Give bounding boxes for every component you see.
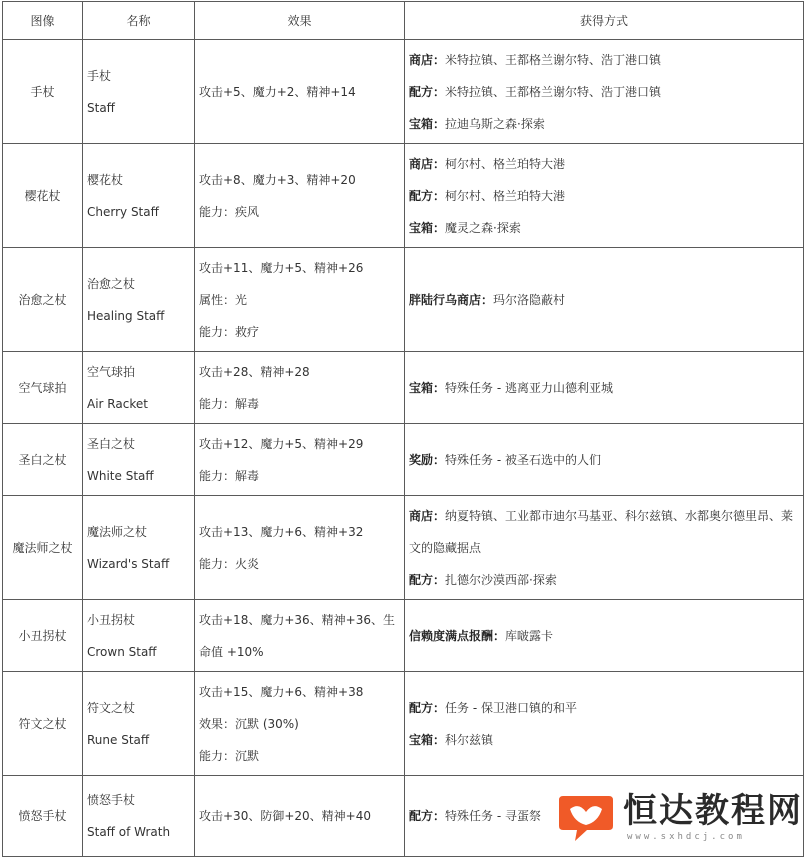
obtain-text: 特殊任务 - 逃离亚力山德利亚城 <box>445 380 613 395</box>
effect-line: 能力：火炎 <box>199 556 260 571</box>
obtain-label: 宝箱： <box>409 220 446 235</box>
item-name-cn: 符文之杖 <box>87 700 136 715</box>
item-image-cell: 符文之杖 <box>3 672 83 776</box>
obtain-label: 配方： <box>409 84 446 99</box>
item-image-cell: 手杖 <box>3 40 83 144</box>
obtain-label: 奖励： <box>409 452 446 467</box>
effect-line: 攻击+5、魔力+2、精神+14 <box>199 84 356 99</box>
effect-line: 攻击+30、防御+20、精神+40 <box>199 809 371 823</box>
effect-line: 能力：解毒 <box>199 468 260 483</box>
table-header-row <box>3 2 804 40</box>
obtain-label: 信赖度满点报酬： <box>409 628 506 643</box>
effect-line: 攻击+18、魔力+36、精神+36、生命值 +10% <box>199 612 395 659</box>
effect-line: 攻击+15、魔力+6、精神+38 <box>199 684 364 699</box>
item-name-cell <box>83 248 195 352</box>
effect-line: 攻击+13、魔力+6、精神+32 <box>199 524 364 539</box>
item-effect-cell <box>195 424 405 496</box>
item-image-cell: 治愈之杖 <box>3 248 83 352</box>
item-name-en: Healing Staff <box>87 308 165 323</box>
obtain-label: 商店： <box>409 508 446 523</box>
item-effect-cell <box>195 352 405 424</box>
header-name: 名称 <box>83 2 195 40</box>
obtain-text: 特殊任务 - 寻蛋祭 <box>445 809 541 823</box>
item-effect-cell <box>195 248 405 352</box>
item-obtain-cell <box>405 352 804 424</box>
item-image-cell: 樱花杖 <box>3 144 83 248</box>
table-row <box>3 248 804 352</box>
weapon-table <box>2 1 804 857</box>
obtain-text: 扎德尔沙漠西部·探索 <box>445 572 557 587</box>
header-effect: 效果 <box>195 2 405 40</box>
obtain-line <box>409 212 803 244</box>
item-obtain-cell <box>405 424 804 496</box>
site-url: www.sxhdcj.com <box>627 832 745 842</box>
obtain-line <box>409 620 803 652</box>
effect-line: 能力：救疗 <box>199 324 260 339</box>
item-name-cell <box>83 424 195 496</box>
item-name-cell <box>83 672 195 776</box>
item-obtain-cell <box>405 144 804 248</box>
obtain-label: 宝箱： <box>409 116 446 131</box>
item-name-en: Cherry Staff <box>87 204 159 219</box>
table-row <box>3 496 804 600</box>
item-name-cell <box>83 352 195 424</box>
effect-line: 攻击+8、魔力+3、精神+20 <box>199 172 356 187</box>
obtain-line <box>409 500 803 564</box>
item-image-cell: 空气球拍 <box>3 352 83 424</box>
effect-line: 攻击+12、魔力+5、精神+29 <box>199 436 364 451</box>
obtain-text: 科尔兹镇 <box>445 732 494 747</box>
header-obtain: 获得方式 <box>405 2 804 40</box>
obtain-label: 配方： <box>409 188 446 203</box>
obtain-label: 宝箱： <box>409 380 446 395</box>
effect-line: 攻击+11、魔力+5、精神+26 <box>199 260 364 275</box>
obtain-line <box>409 564 803 596</box>
obtain-label: 配方： <box>409 572 446 587</box>
item-name-cell <box>83 40 195 144</box>
obtain-line <box>409 76 803 108</box>
effect-line: 能力：解毒 <box>199 396 260 411</box>
table-row <box>3 600 804 672</box>
obtain-line <box>409 44 803 76</box>
item-name-en: Staff of Wrath <box>87 825 171 839</box>
obtain-text: 米特拉镇、王都格兰谢尔特、浩丁港口镇 <box>445 52 662 67</box>
item-effect-cell <box>195 672 405 776</box>
item-name-en: Wizard's Staff <box>87 556 170 571</box>
obtain-label: 商店： <box>409 52 446 67</box>
table-row <box>3 144 804 248</box>
item-name-cn: 圣白之杖 <box>87 436 136 451</box>
table-row <box>3 40 804 144</box>
item-image-cell: 圣白之杖 <box>3 424 83 496</box>
obtain-text: 纳夏特镇、工业都市迪尔马基亚、科尔兹镇、水都奥尔德里昂、莱文的隐藏据点 <box>409 508 794 555</box>
table-row <box>3 672 804 776</box>
effect-line: 属性：光 <box>199 292 248 307</box>
obtain-line <box>409 180 803 212</box>
item-obtain-cell <box>405 496 804 600</box>
item-effect-cell <box>195 144 405 248</box>
item-name-cn: 空气球拍 <box>87 364 136 379</box>
obtain-line <box>409 108 803 140</box>
obtain-line <box>409 444 803 476</box>
effect-line: 攻击+28、精神+28 <box>199 364 310 379</box>
item-obtain-cell <box>405 672 804 776</box>
item-image-cell: 愤怒手杖 <box>3 776 83 857</box>
item-name-cell <box>83 600 195 672</box>
obtain-label: 商店： <box>409 156 446 171</box>
obtain-line <box>409 724 803 756</box>
item-name-cn: 魔法师之杖 <box>87 524 148 539</box>
site-name: 恒达教程网 <box>623 791 803 831</box>
item-name-cn: 手杖 <box>87 68 112 83</box>
header-image: 图像 <box>3 2 83 40</box>
item-image-cell: 小丑拐杖 <box>3 600 83 672</box>
table-row <box>3 424 804 496</box>
obtain-label: 宝箱： <box>409 732 446 747</box>
obtain-text: 特殊任务 - 被圣石选中的人们 <box>445 452 601 467</box>
obtain-line <box>409 372 803 404</box>
item-name-cn: 治愈之杖 <box>87 276 136 291</box>
item-name-cn: 樱花杖 <box>87 172 124 187</box>
item-obtain-cell <box>405 600 804 672</box>
item-name-cell <box>83 496 195 600</box>
site-watermark[interactable] <box>557 790 801 848</box>
effect-line: 能力：沉默 <box>199 748 260 763</box>
item-name-cell <box>83 776 195 857</box>
item-name-en: White Staff <box>87 468 154 483</box>
item-name-en: Staff <box>87 100 115 115</box>
obtain-line <box>409 284 803 316</box>
item-obtain-cell <box>405 248 804 352</box>
obtain-line <box>409 148 803 180</box>
obtain-label: 配方： <box>409 809 446 823</box>
item-name-cn: 小丑拐杖 <box>87 612 136 627</box>
obtain-text: 库啵露卡 <box>505 628 554 643</box>
item-name-en: Rune Staff <box>87 732 150 747</box>
item-image-cell: 魔法师之杖 <box>3 496 83 600</box>
item-effect-cell <box>195 776 405 857</box>
item-name-cn: 愤怒手杖 <box>87 793 136 807</box>
item-obtain-cell <box>405 40 804 144</box>
item-effect-cell <box>195 40 405 144</box>
item-effect-cell <box>195 600 405 672</box>
table-row <box>3 352 804 424</box>
obtain-label: 配方： <box>409 700 446 715</box>
obtain-text: 柯尔村、格兰珀特大港 <box>445 156 566 171</box>
obtain-text: 米特拉镇、王都格兰谢尔特、浩丁港口镇 <box>445 84 662 99</box>
obtain-line <box>409 692 803 724</box>
item-name-en: Crown Staff <box>87 644 157 659</box>
effect-line: 能力：疾风 <box>199 204 260 219</box>
obtain-label: 胖陆行乌商店： <box>409 292 494 307</box>
obtain-text: 玛尔洛隐蔽村 <box>493 292 566 307</box>
obtain-text: 拉迪乌斯之森·探索 <box>445 116 545 131</box>
effect-line: 效果：沉默 (30%) <box>199 716 299 731</box>
item-name-en: Air Racket <box>87 396 148 411</box>
obtain-text: 柯尔村、格兰珀特大港 <box>445 188 566 203</box>
item-effect-cell <box>195 496 405 600</box>
site-logo-icon <box>557 792 615 844</box>
obtain-text: 魔灵之森·探索 <box>445 220 521 235</box>
obtain-text: 任务 - 保卫港口镇的和平 <box>445 700 577 715</box>
item-name-cell <box>83 144 195 248</box>
